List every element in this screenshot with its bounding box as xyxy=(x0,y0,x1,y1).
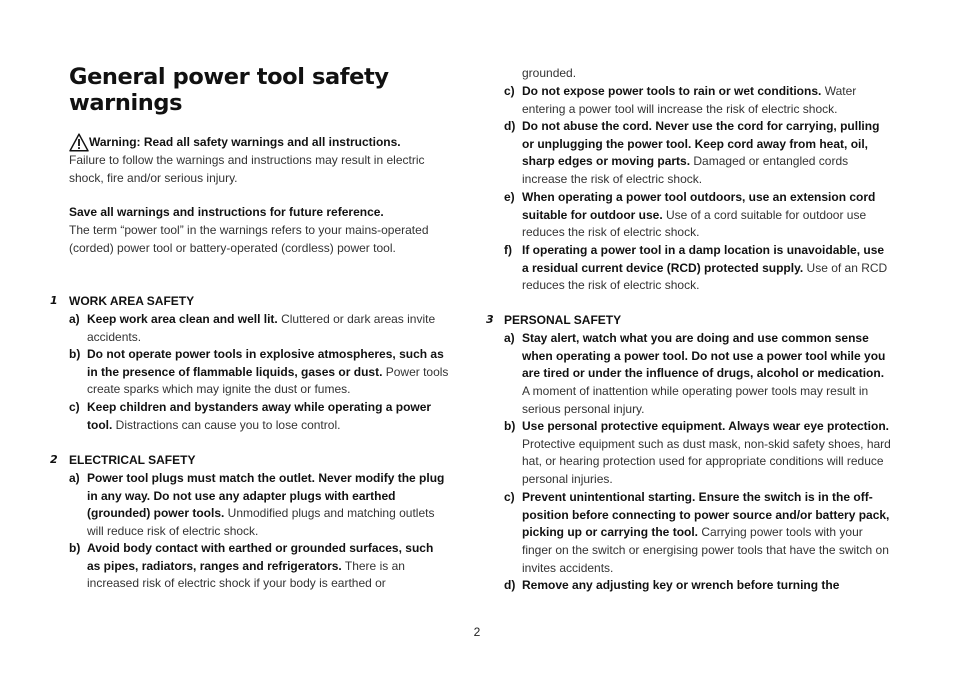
section-title: PERSONAL SAFETY xyxy=(504,313,622,327)
item-text: There is an increased risk of electric shock if your body is earthed or xyxy=(87,558,405,591)
list-item xyxy=(504,83,894,118)
item-bold: Avoid body contact with earthed or grounded surfaces, such as pipes, radiators, ranges and refrigerators. xyxy=(87,541,434,573)
item-text: Use of a cord suitable for outdoor use reduces the risk of electric shock. xyxy=(522,207,867,240)
item-bold: Do not abuse the cord. Never use the cord for carrying, pulling or unplugging the power tool. Keep cord away from heat, oil, sharp edges or moving parts. xyxy=(522,119,880,169)
save-heading: Save all warnings and instructions for future reference. xyxy=(69,205,384,219)
item-text: Distractions can cause you to lose control. xyxy=(112,417,341,432)
item-text: Use of an RCD reduces the risk of electric shock. xyxy=(522,260,888,293)
item-text: Cluttered or dark areas invite accidents. xyxy=(87,312,436,344)
item-label: b) xyxy=(69,541,81,555)
item-text: Carrying power tools with your finger on the switch or energising power tools that have the switch on invites accidents. xyxy=(522,525,889,575)
item-label: a) xyxy=(504,331,515,345)
list-item xyxy=(69,311,454,346)
item-text: Water entering a power tool will increase the risk of electric shock. xyxy=(522,84,857,116)
item-bold: Prevent unintentional starting. Ensure the switch is in the off-position before connecting to power source and/or battery pack, picking up or carrying the tool. xyxy=(522,490,890,540)
item-text: Protective equipment such as dust mask, non-skid safety shoes, hard hat, or hearing protection used for appropriate conditions will reduce personal injuries. xyxy=(522,436,891,487)
item-text: Damaged or entangled cords increase the risk of electric shock. xyxy=(522,154,849,187)
item-text: Power tools create sparks which may ignite the dust or fumes. xyxy=(87,364,449,397)
item-label: e) xyxy=(504,190,515,204)
item-bold: Power tool plugs must match the outlet. Never modify the plug in any way. Do not use any adapter plugs with earthed (grounded) power tools. xyxy=(87,471,445,521)
warning-body: Failure to follow the warnings and instructions may result in electric shock, fire and/or serious injury. xyxy=(69,153,425,185)
page-number: 2 xyxy=(473,625,481,639)
item-label: d) xyxy=(504,119,516,133)
list-item xyxy=(69,346,454,399)
item-bold: Do not expose power tools to rain or wet conditions. xyxy=(522,84,822,98)
list-item xyxy=(504,189,884,242)
item-label: f) xyxy=(504,243,512,257)
item-label: c) xyxy=(504,84,515,98)
section-number: 2 xyxy=(50,453,58,466)
list-item xyxy=(504,330,894,419)
list-item xyxy=(69,540,439,593)
list-item xyxy=(504,577,894,595)
item-label: c) xyxy=(69,400,80,414)
item-label: a) xyxy=(69,471,80,485)
list-item-continuation xyxy=(504,65,894,83)
list-item xyxy=(504,418,894,489)
list-item xyxy=(69,470,454,541)
item-bold: When operating a power tool outdoors, use an extension cord suitable for outdoor use. xyxy=(522,190,876,222)
item-text: Unmodified plugs and matching outlets will reduce risk of electric shock. xyxy=(87,506,435,539)
item-bold: Keep work area clean and well lit. xyxy=(87,312,278,326)
item-label: b) xyxy=(69,347,81,361)
item-label: b) xyxy=(504,419,516,433)
list-item xyxy=(504,242,894,295)
item-label: d) xyxy=(504,578,516,592)
item-bold: Keep children and bystanders away while operating a power tool. xyxy=(87,400,432,432)
item-label: c) xyxy=(504,490,515,504)
list-item xyxy=(504,118,894,189)
item-text: A moment of inattention while operating power tools may result in serious personal injury. xyxy=(522,384,869,416)
item-bold: Stay alert, watch what you are doing and use common sense when operating a power tool. Do not use a power tool while you are tired or under the influence of drugs, alcohol or medication. xyxy=(522,331,886,381)
list-item xyxy=(504,489,894,578)
item-text: grounded. xyxy=(522,66,577,80)
warning-triangle-icon xyxy=(69,133,89,152)
section-number: 3 xyxy=(486,313,494,326)
item-bold: Do not operate power tools in explosive atmospheres, such as in the presence of flammable liquids, gases or dust. xyxy=(87,347,444,379)
item-bold: If operating a power tool in a damp location is unavoidable, use a residual current device (RCD) protected supply. xyxy=(522,243,885,275)
save-body: The term “power tool” in the warnings refers to your mains-operated (corded) power tool or battery-operated (cordless) power tool. xyxy=(69,223,429,255)
page-title: General power tool safety warnings xyxy=(69,64,389,116)
item-bold: Remove any adjusting key or wrench before turning the xyxy=(522,578,840,592)
section-title: ELECTRICAL SAFETY xyxy=(69,453,196,467)
list-item xyxy=(69,399,454,434)
section-number: 1 xyxy=(50,294,58,307)
section-title: WORK AREA SAFETY xyxy=(69,294,195,308)
warning-heading: Warning: Read all safety warnings and all instructions. xyxy=(89,135,401,149)
item-bold: Use personal protective equipment. Always wear eye protection. xyxy=(522,419,890,433)
item-label: a) xyxy=(69,312,80,326)
